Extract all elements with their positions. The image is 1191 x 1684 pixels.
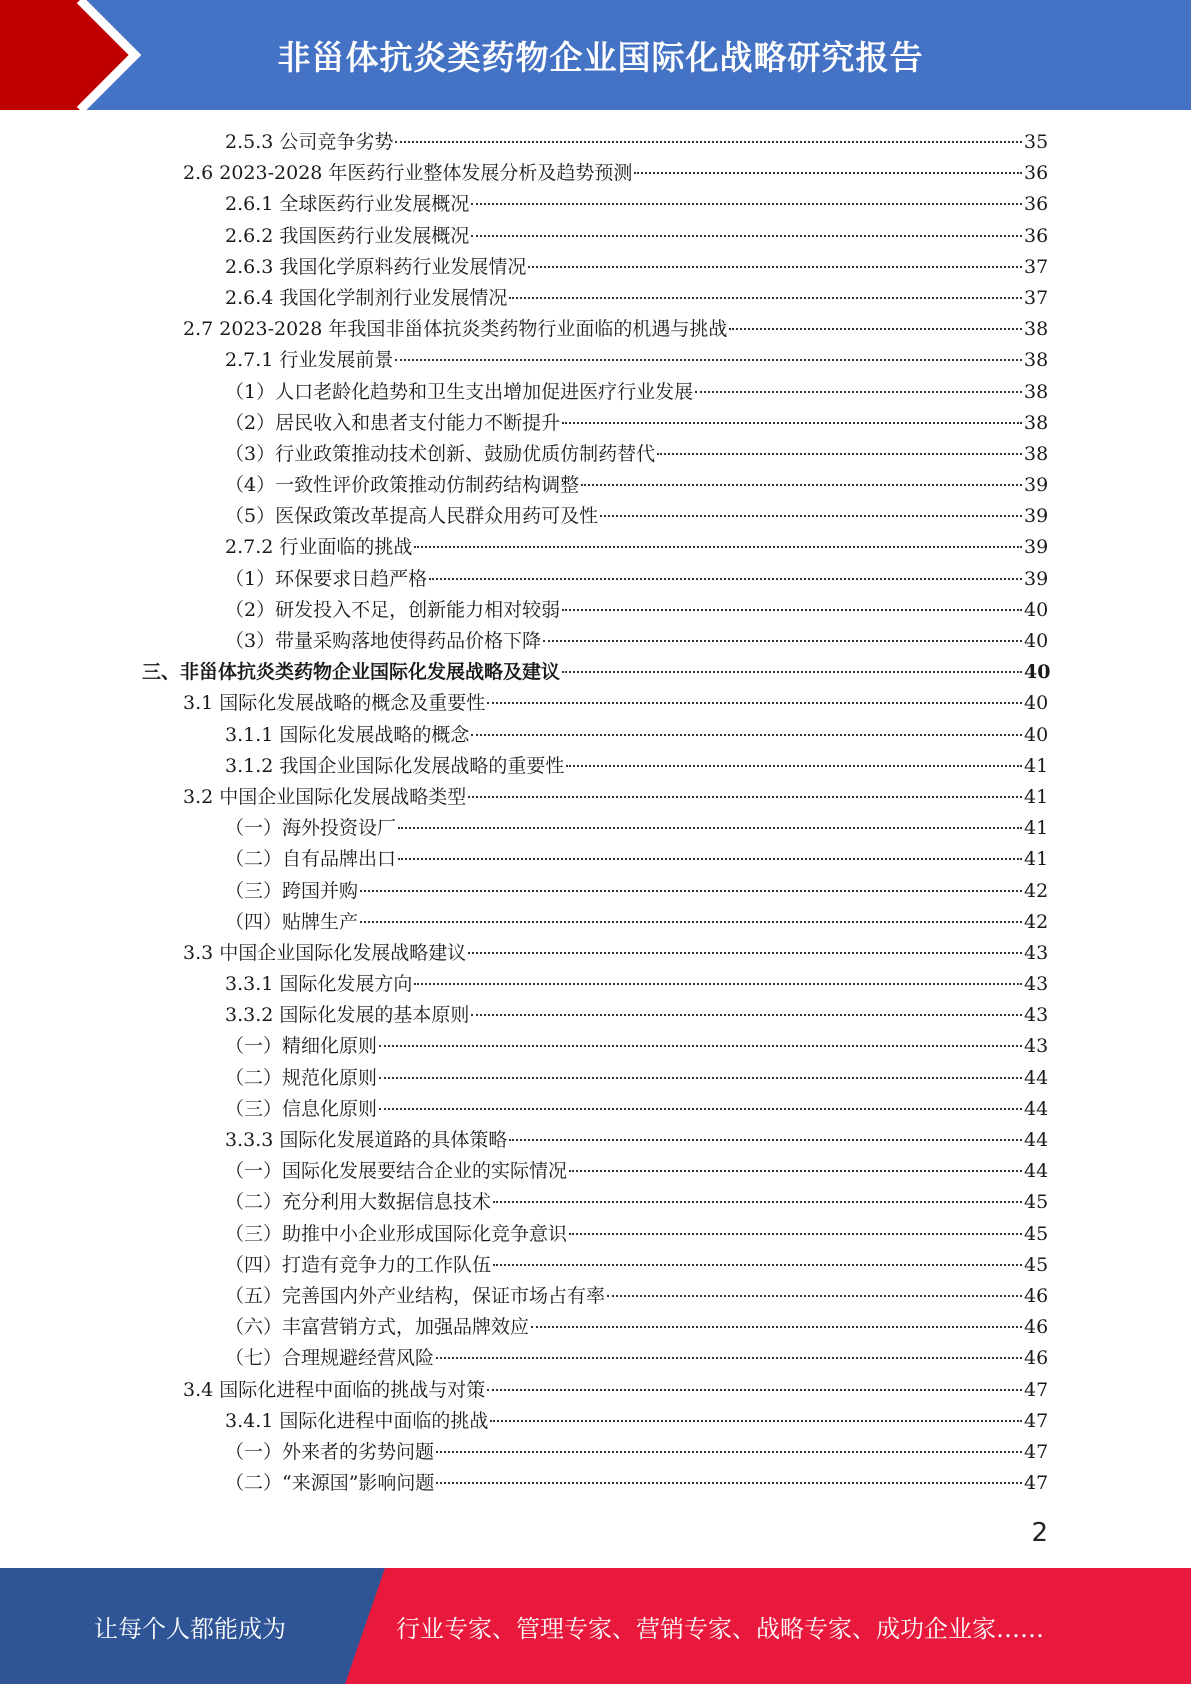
toc-entry-page: 35	[1024, 131, 1049, 153]
toc-entry[interactable]	[0, 1031, 1191, 1062]
toc-entry-title: （七）合理规避经营风险	[225, 1347, 435, 1370]
toc-entry[interactable]	[0, 688, 1191, 719]
toc-entry[interactable]	[0, 408, 1191, 439]
toc-leader-dots	[566, 764, 1022, 767]
toc-entry-title: （5）医保政策改革提高人民群众用药可及性	[225, 505, 599, 528]
toc-entry-title: 2.7.1 行业发展前景	[225, 349, 394, 372]
toc-leader-dots	[657, 452, 1022, 455]
toc-entry-title: 2.6.2 我国医药行业发展概况	[225, 224, 470, 247]
toc-entry-title: （1）人口老龄化趋势和卫生支出增加促进医疗行业发展	[225, 380, 694, 403]
toc-entry-title: 3.4 国际化进程中面临的挑战与对策	[183, 1378, 486, 1401]
toc-entry-title: 3.3.3 国际化发展道路的具体策略	[225, 1129, 508, 1151]
toc-entry[interactable]	[0, 626, 1191, 657]
table-of-contents	[0, 127, 1191, 1499]
toc-entry-title: （四）打造有竞争力的工作队伍	[225, 1253, 492, 1276]
toc-entry-page: 43	[1024, 973, 1049, 996]
toc-entry[interactable]	[0, 1312, 1191, 1343]
toc-entry-page: 39	[1024, 567, 1049, 590]
toc-entry-page: 38	[1024, 411, 1049, 434]
toc-entry-page: 47	[1024, 1378, 1049, 1401]
toc-entry-page: 43	[1024, 1004, 1049, 1027]
toc-entry[interactable]	[0, 1406, 1191, 1437]
toc-entry[interactable]	[0, 657, 1191, 688]
toc-entry[interactable]	[0, 377, 1191, 408]
toc-entry-title: 2.5.3 公司竞争劣势	[225, 131, 394, 153]
toc-entry-title: 3.3 中国企业国际化发展战略建议	[183, 941, 467, 964]
toc-leader-dots	[509, 1138, 1022, 1141]
toc-entry-page: 39	[1024, 505, 1049, 528]
toc-entry-title: 3.1.1 国际化发展战略的概念	[225, 723, 470, 746]
toc-entry-page: 41	[1024, 817, 1049, 840]
toc-leader-dots	[360, 920, 1022, 923]
toc-entry[interactable]	[0, 1063, 1191, 1094]
toc-entry[interactable]	[0, 1281, 1191, 1312]
toc-entry-page: 44	[1024, 1097, 1049, 1120]
toc-entry-page: 43	[1024, 1035, 1049, 1058]
toc-entry[interactable]	[0, 1156, 1191, 1187]
toc-leader-dots	[414, 545, 1022, 548]
toc-entry[interactable]	[0, 813, 1191, 844]
toc-entry[interactable]	[0, 439, 1191, 470]
toc-leader-dots	[729, 327, 1022, 330]
footer-slogan-right: 行业专家、管理专家、营销专家、战略专家、成功企业家……	[396, 1614, 1044, 1643]
toc-entry[interactable]	[0, 907, 1191, 938]
toc-entry-title: 3.2 中国企业国际化发展战略类型	[183, 785, 467, 808]
toc-entry-page: 39	[1024, 536, 1049, 559]
toc-leader-dots	[436, 1356, 1022, 1359]
toc-entry[interactable]	[0, 751, 1191, 782]
toc-entry[interactable]	[0, 938, 1191, 969]
toc-leader-dots	[468, 951, 1022, 954]
toc-entry-page: 40	[1024, 661, 1051, 684]
page-number: 2	[1031, 1518, 1048, 1548]
toc-entry-page: 42	[1024, 910, 1049, 933]
toc-entry[interactable]	[0, 1094, 1191, 1125]
toc-entry-page: 47	[1024, 1440, 1049, 1463]
toc-entry-page: 38	[1024, 380, 1049, 403]
toc-entry[interactable]	[0, 314, 1191, 345]
toc-leader-dots	[490, 1419, 1022, 1422]
toc-leader-dots	[398, 857, 1022, 860]
toc-entry-title: 3.4.1 国际化进程中面临的挑战	[225, 1409, 489, 1432]
toc-entry-title: （四）贴牌生产	[225, 910, 359, 933]
toc-leader-dots	[607, 1294, 1022, 1297]
toc-leader-dots	[436, 1481, 1022, 1484]
toc-entry-title: （二）充分利用大数据信息技术	[225, 1191, 492, 1214]
toc-entry-page: 46	[1024, 1284, 1049, 1307]
toc-entry[interactable]	[0, 595, 1191, 626]
report-title: 非甾体抗炎类药物企业国际化战略研究报告	[277, 37, 924, 77]
toc-entry[interactable]	[0, 532, 1191, 563]
toc-entry-page: 42	[1024, 879, 1049, 902]
toc-leader-dots	[429, 577, 1022, 580]
toc-leader-dots	[395, 358, 1022, 361]
toc-entry-page: 38	[1024, 442, 1049, 465]
toc-entry[interactable]	[0, 1125, 1191, 1156]
toc-entry[interactable]	[0, 1250, 1191, 1281]
toc-entry-page: 43	[1024, 941, 1049, 964]
toc-entry[interactable]	[0, 1468, 1191, 1499]
toc-leader-dots	[695, 390, 1022, 393]
toc-leader-dots	[468, 795, 1022, 798]
toc-entry[interactable]	[0, 1187, 1191, 1218]
toc-entry-title: （2）居民收入和患者支付能力不断提升	[225, 411, 561, 434]
toc-entry[interactable]	[0, 1000, 1191, 1031]
toc-entry-title: （六）丰富营销方式，加强品牌效应	[225, 1316, 530, 1339]
toc-entry[interactable]	[0, 969, 1191, 1000]
toc-entry-title: 3.1.2 我国企业国际化发展战略的重要性	[225, 754, 565, 777]
toc-entry-title: （1）环保要求日趋严格	[225, 567, 428, 590]
toc-entry[interactable]	[0, 1375, 1191, 1406]
toc-entry-page: 45	[1024, 1222, 1049, 1245]
toc-entry-page: 46	[1024, 1316, 1049, 1339]
toc-leader-dots	[360, 889, 1022, 892]
footer-slogan-left: 让每个人都能成为	[94, 1614, 286, 1643]
toc-leader-dots	[471, 733, 1022, 736]
toc-entry-page: 40	[1024, 692, 1049, 715]
toc-entry[interactable]	[0, 844, 1191, 875]
toc-entry-page: 41	[1024, 848, 1049, 871]
toc-entry-page: 39	[1024, 474, 1049, 497]
toc-leader-dots	[471, 202, 1022, 205]
toc-entry[interactable]	[0, 127, 1191, 158]
toc-leader-dots	[398, 826, 1022, 829]
toc-entry-page: 44	[1024, 1160, 1049, 1183]
toc-entry-title: （三）跨国并购	[225, 879, 359, 902]
toc-entry-page: 46	[1024, 1347, 1049, 1370]
toc-leader-dots	[562, 670, 1022, 673]
header-arrow-accent	[0, 0, 160, 110]
toc-entry-title: 2.6 2023-2028 年医药行业整体发展分析及趋势预测	[183, 162, 633, 185]
toc-leader-dots	[569, 1232, 1022, 1235]
toc-entry-page: 40	[1024, 630, 1049, 652]
toc-entry[interactable]	[0, 501, 1191, 532]
toc-entry-page: 38	[1024, 349, 1049, 372]
toc-entry[interactable]	[0, 252, 1191, 283]
toc-entry-title: （一）精细化原则	[225, 1035, 378, 1058]
toc-entry[interactable]	[0, 1343, 1191, 1374]
toc-leader-dots	[562, 421, 1022, 424]
toc-entry-page: 37	[1024, 286, 1049, 309]
toc-leader-dots	[562, 608, 1022, 611]
toc-leader-dots	[379, 1076, 1022, 1079]
toc-leader-dots	[436, 1450, 1022, 1453]
toc-entry-page: 45	[1024, 1191, 1049, 1214]
toc-leader-dots	[471, 234, 1022, 237]
toc-entry[interactable]	[0, 1219, 1191, 1250]
toc-entry-page: 36	[1024, 224, 1049, 247]
toc-entry[interactable]	[0, 1437, 1191, 1468]
toc-entry[interactable]	[0, 470, 1191, 501]
toc-entry-page: 38	[1024, 318, 1049, 341]
toc-entry-title: 2.6.3 我国化学原料药行业发展情况	[225, 255, 527, 278]
toc-entry[interactable]	[0, 876, 1191, 907]
toc-leader-dots	[379, 1044, 1022, 1047]
toc-entry[interactable]	[0, 221, 1191, 252]
toc-leader-dots	[509, 296, 1022, 299]
toc-entry-title: （二）“来源国”影响问题	[225, 1472, 435, 1495]
toc-entry[interactable]	[0, 720, 1191, 751]
toc-entry-title: （一）海外投资设厂	[225, 817, 397, 840]
toc-entry-title: （二）规范化原则	[225, 1066, 378, 1089]
toc-leader-dots	[581, 483, 1022, 486]
toc-entry-page: 44	[1024, 1066, 1049, 1089]
toc-leader-dots	[531, 1325, 1022, 1328]
toc-entry-title: （一）国际化发展要结合企业的实际情况	[225, 1160, 568, 1183]
toc-entry-page: 40	[1024, 723, 1049, 746]
toc-leader-dots	[471, 1013, 1022, 1016]
toc-entry-title: 3.1 国际化发展战略的概念及重要性	[183, 692, 486, 715]
toc-entry-page: 36	[1024, 162, 1049, 185]
report-header	[0, 0, 1191, 110]
toc-entry-title: 2.6.1 全球医药行业发展概况	[225, 193, 470, 216]
toc-entry-title: 2.7.2 行业面临的挑战	[225, 536, 413, 559]
toc-leader-dots	[493, 1200, 1022, 1203]
toc-entry-title: （一）外来者的劣势问题	[225, 1440, 435, 1463]
toc-entry-page: 37	[1024, 255, 1049, 278]
toc-leader-dots	[569, 1169, 1022, 1172]
toc-entry-title: （2）研发投入不足，创新能力相对较弱	[225, 598, 561, 621]
toc-entry-title: （3）行业政策推动技术创新、鼓励优质仿制药替代	[225, 442, 656, 465]
toc-leader-dots	[395, 140, 1022, 143]
toc-leader-dots	[543, 639, 1022, 642]
toc-leader-dots	[600, 514, 1022, 517]
toc-entry-title: （二）自有品牌出口	[225, 848, 397, 871]
toc-entry-page: 44	[1024, 1129, 1049, 1151]
toc-entry-title: （3）带量采购落地使得药品价格下降	[225, 630, 542, 652]
toc-leader-dots	[379, 1107, 1022, 1110]
toc-leader-dots	[487, 1388, 1022, 1391]
toc-leader-dots	[634, 171, 1022, 174]
toc-entry-title: （三）信息化原则	[225, 1097, 378, 1120]
toc-entry-page: 36	[1024, 193, 1049, 216]
toc-leader-dots	[414, 982, 1022, 985]
toc-entry-page: 45	[1024, 1253, 1049, 1276]
toc-leader-dots	[528, 265, 1022, 268]
toc-entry[interactable]	[0, 345, 1191, 376]
toc-entry-title: 2.6.4 我国化学制剂行业发展情况	[225, 286, 508, 309]
toc-entry-title: 三、非甾体抗炎类药物企业国际化发展战略及建议	[142, 661, 561, 684]
toc-entry[interactable]	[0, 782, 1191, 813]
toc-entry-page: 41	[1024, 785, 1049, 808]
toc-entry[interactable]	[0, 189, 1191, 220]
toc-entry-title: （4）一致性评价政策推动仿制药结构调整	[225, 474, 580, 497]
toc-entry-title: 3.3.2 国际化发展的基本原则	[225, 1004, 470, 1027]
toc-entry[interactable]	[0, 564, 1191, 595]
toc-entry-title: 2.7 2023-2028 年我国非甾体抗炎类药物行业面临的机遇与挑战	[183, 318, 728, 341]
toc-leader-dots	[487, 701, 1022, 704]
toc-entry[interactable]	[0, 158, 1191, 189]
toc-leader-dots	[493, 1263, 1022, 1266]
toc-entry-page: 47	[1024, 1409, 1049, 1432]
toc-entry-title: （五）完善国内外产业结构，保证市场占有率	[225, 1284, 606, 1307]
toc-entry-page: 47	[1024, 1472, 1049, 1495]
toc-entry-title: （三）助推中小企业形成国际化竞争意识	[225, 1222, 568, 1245]
toc-entry[interactable]	[0, 283, 1191, 314]
toc-entry-page: 41	[1024, 754, 1049, 777]
toc-entry-title: 3.3.1 国际化发展方向	[225, 973, 413, 996]
toc-entry-page: 40	[1024, 598, 1049, 621]
